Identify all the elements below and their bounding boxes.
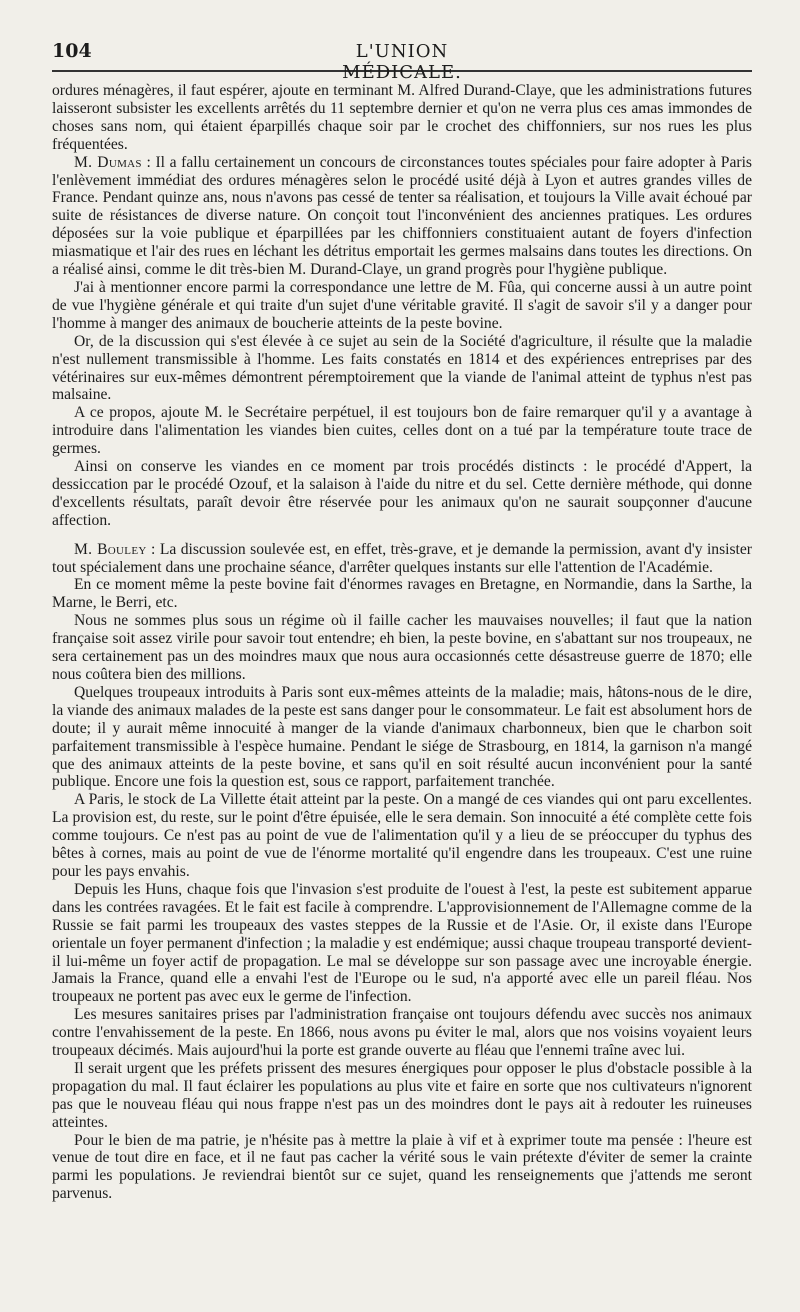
paragraph: M. Dumas : Il a fallu certainement un concours de circonstances toutes spéciales pour faire adopter à Paris l'enlèvement immédiat des ordures ménagères selon le procédé usité déjà à Lyon et autres grandes villes de France. Pendant quinze ans, nous n'avons pas cessé de tenter sa réalisation, et toujours la Ville avait échoué par suite de résistances de diverse nature. On conçoit tout l'inconvénient des anciennes pratiques. Les ordures déposées sur la voie publique et éparpillées par les chiffonniers constituaient autant de foyers d'infection miasmatique et l'air des rues en léchant les détritus emportait les germes malsains dans toutes les directions. On a réalisé ainsi, comme le dit très-bien M. Durand-Claye, un grand progrès pour l'hygiène publique. bbox=[52, 153, 752, 279]
paragraph: Les mesures sanitaires prises par l'administration française ont toujours défendu avec succès nos animaux contre l'envahissement de la peste. En 1866, nous avons pu éviter le mal, alors que nos voisins voyaient leurs troupeaux décimés. Mais aujourd'hui la porte est grande ouverte au fléau que l'ennemi traîne avec lui. bbox=[52, 1006, 752, 1060]
paragraph-gap bbox=[52, 530, 752, 541]
paragraph: Depuis les Huns, chaque fois que l'invasion s'est produite de l'ouest à l'est, la peste est subitement apparue dans les contrées ravagées. Et le fait est facile à comprendre. L'approvisionnement de l'Allemagne comme de la Russie se fait parmi les troupeaux des vastes steppes de la Russie et de l'Asie. Or, il existe dans l'Europe orientale un foyer permanent d'infection ; la maladie y est endémique; aussi chaque troupeau transporté devient-il lui-même un foyer actif de propagation. Le mal se développe sur son passage avec une incroyable énergie. Jamais la France, quand elle a envahi l'est de l'Europe ou le sud, n'a apporté avec elle un pareil fléau. Nos troupeaux ne portent pas avec eux le germe de l'infection. bbox=[52, 880, 752, 1006]
paragraph: Quelques troupeaux introduits à Paris sont eux-mêmes atteints de la maladie; mais, hâtons-nous de le dire, la viande des animaux malades de la peste est sans danger pour le consommateur. Le fait est absolument hors de doute; il y aurait même innocuité à manger de la viande d'animaux charbonneux, bien que le charbon soit parfaitement transmissible à l'espèce humaine. Pendant le siége de Strasbourg, en 1814, la garnison n'a mangé que des animaux atteints de la peste bovine, et sans qu'il en soit résulté aucun inconvénient pour la santé publique. Encore une fois la question est, sous ce rapport, parfaitement tranchée. bbox=[52, 683, 752, 791]
page-header bbox=[52, 40, 752, 83]
paragraph: A ce propos, ajoute M. le Secrétaire perpétuel, il est toujours bon de faire remarquer qu'il y a avantage à introduire dans l'alimentation les viandes bien cuites, celles dont on a tué par la température toute trace de germes. bbox=[52, 404, 752, 458]
running-title: L'UNION MÉDICALE. bbox=[342, 41, 462, 83]
paragraph: M. Bouley : La discussion soulevée est, en effet, très-grave, et je demande la permission, avant d'y insister tout spécialement dans une prochaine séance, d'arrêter quelques instants sur elle l'attention de l'Académie. bbox=[52, 540, 752, 576]
speaker-name: M. Bouley bbox=[74, 540, 147, 558]
paragraph: J'ai à mentionner encore parmi la correspondance une lettre de M. Fûa, qui concerne aussi à un autre point de vue l'hygiène générale et qui traite d'un sujet d'une véritable gravité. Il s'agit de savoir s'il y a danger pour l'homme à manger des animaux de boucherie atteints de la peste bovine. bbox=[52, 278, 752, 332]
article-body bbox=[52, 82, 752, 1203]
paragraph: Or, de la discussion qui s'est élevée à ce sujet au sein de la Société d'agriculture, il résulte que la maladie n'est nullement transmissible à l'homme. Les faits constatés en 1814 et des expériences entreprises par des vétérinaires sur eux-mêmes démontrent péremptoirement que la viande de l'animal atteint de typhus n'est pas malsaine. bbox=[52, 332, 752, 404]
paragraph: Ainsi on conserve les viandes en ce moment par trois procédés distincts : le procédé d'Appert, la dessiccation par le procédé Ozouf, et la salaison à l'aide du nitre et du sel. Cette dernière méthode, qui donne d'excellents résultats, paraît devoir être réservée pour les animaux qu'on ne saurait soupçonner d'aucune affection. bbox=[52, 458, 752, 529]
paragraph: ordures ménagères, il faut espérer, ajoute en terminant M. Alfred Durand-Claye, que les administrations futures laisseront subsister les excellents arrêtés du 11 septembre dernier et qu'on ne verra plus ces amas immondes de choses sans nom, qui étaient éparpillés chaque soir par le crochet des chiffonniers, sur nos rues les plus fréquentées. bbox=[52, 82, 752, 153]
paragraph: Il serait urgent que les préfets prissent des mesures énergiques pour opposer le plus d'obstacle possible à la propagation du mal. Il faut éclairer les populations au plus vite et faire en sorte que nos cultivateurs n'ignorent pas que le nouveau fléau qui nous frappe n'est pas un des moindres dont le pays ait à redouter les ruineuses atteintes. bbox=[52, 1059, 752, 1131]
paragraph: Nous ne sommes plus sous un régime où il faille cacher les mauvaises nouvelles; il faut que la nation française soit assez virile pour savoir tout entendre; eh bien, la peste bovine, en s'abattant sur nos troupeaux, ne sera certainement pas un des moindres maux que nous aura occasionnés cette désastreuse guerre de 1870; elle nous coûtera bien des millions. bbox=[52, 612, 752, 683]
paragraph: Pour le bien de ma patrie, je n'hésite pas à mettre la plaie à vif et à exprimer toute ma pensée : l'heure est venue de tout dire en face, et il ne faut pas cacher la vérité sous le vain prétexte d'éviter de semer la crainte parmi les populations. Je reviendrai bientôt sur ce sujet, quand les renseignements que j'attends me seront parvenus. bbox=[52, 1131, 752, 1203]
paragraph: En ce moment même la peste bovine fait d'énormes ravages en Bretagne, en Normandie, dans la Sarthe, la Marne, le Berri, etc. bbox=[52, 576, 752, 612]
speaker-name: M. Dumas bbox=[74, 153, 142, 171]
page-number: 104 bbox=[52, 40, 92, 62]
paragraph: A Paris, le stock de La Villette était atteint par la peste. On a mangé de ces viandes qui ont paru excellentes. La provision est, du reste, sur le point d'être épuisée, elle le sera demain. Son innocuité a été complète cette fois comme toujours. Ce n'est pas au point de vue de l'alimentation qu'il y a lieu de se préoccuper du typhus des bêtes à cornes, mais au point de vue de l'énorme mortalité qu'il engendre dans les troupeaux. C'est une ruine pour les pays envahis. bbox=[52, 791, 752, 880]
